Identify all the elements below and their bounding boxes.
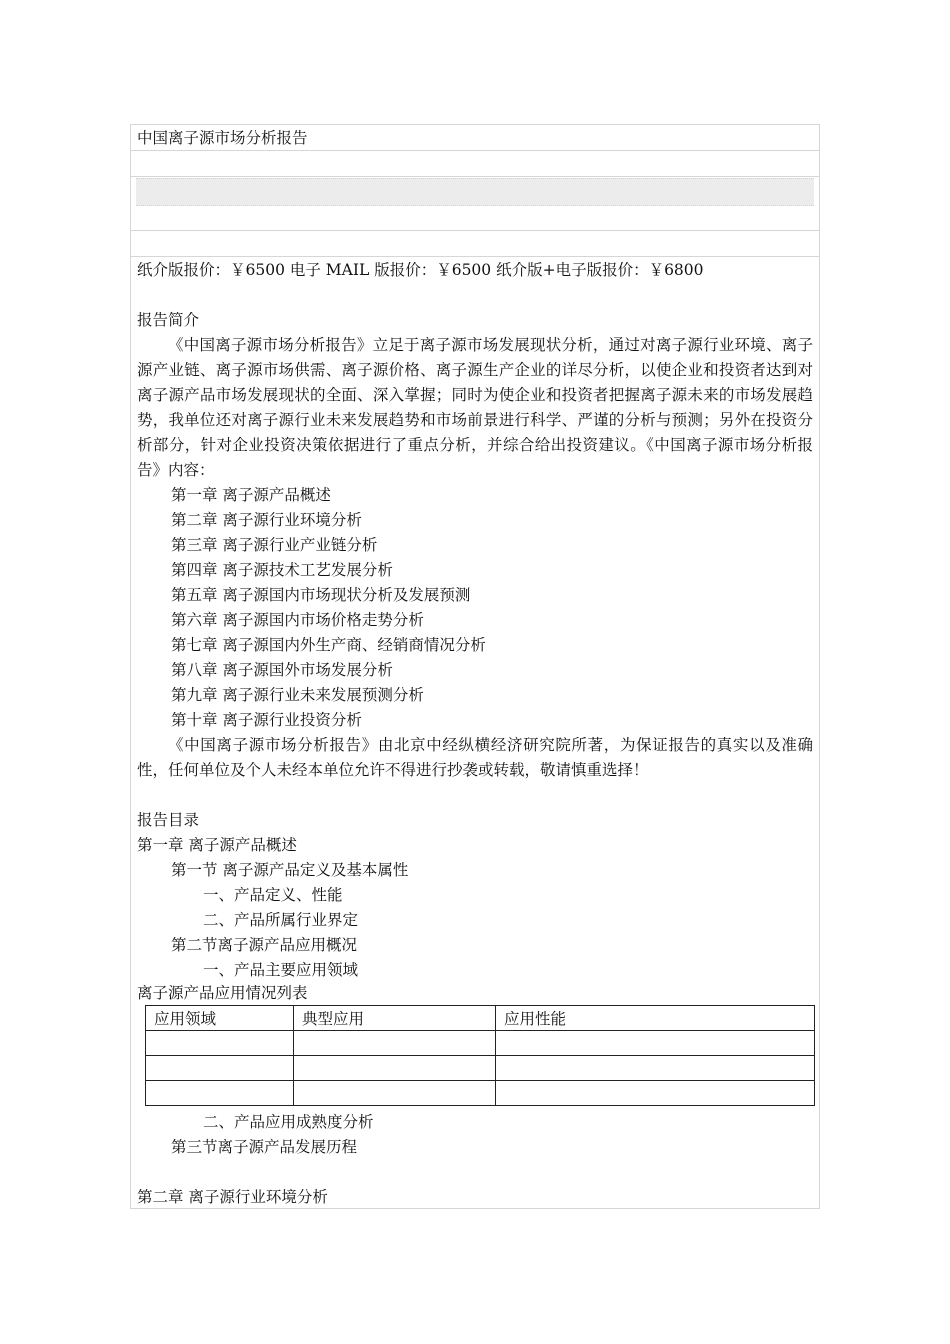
table-header-cell: 应用领域 [146,1006,294,1031]
intro-heading: 报告简介 [137,311,200,329]
chapter-item: 第一章 离子源产品概述 [171,486,331,504]
chapter-item: 第二章 离子源行业环境分析 [171,511,362,529]
intro-paragraph: 《中国离子源市场分析报告》立足于离子源市场发展现状分析，通过对离子源行业环境、离子源产业链、离子源市场供需、离子源价格、离子源生产企业的详尽分析，以使企业和投资者达到对离子源产品市场发展现状的全面、深入掌握；同时为使企业和投资者把握离子源未来的市场发展趋势，我单位还对离子源行业未来发展趋势和市场前景进行科学、严谨的分析与预测；另外在投资分析部分，针对企业投资决策依据进行了重点分析，并综合给出投资建议。《中国离子源市场分析报告》内容： [137,336,813,479]
toc-subsection: 二、产品应用成熟度分析 [203,1113,374,1131]
toc-subsection: 一、产品定义、性能 [203,886,343,904]
divider [130,230,820,231]
chapter-item: 第十章 离子源行业投资分析 [171,711,362,729]
toc-section: 第一节 离子源产品定义及基本属性 [171,861,409,879]
divider [130,176,820,177]
table-cell [146,1031,294,1056]
table-row [146,1056,815,1081]
gray-band [136,178,814,206]
toc-subsection: 一、产品主要应用领域 [203,961,359,979]
application-table [145,1005,815,1106]
toc-subsection: 二、产品所属行业界定 [203,911,359,929]
closing-paragraph: 《中国离子源市场分析报告》由北京中经纵横经济研究院所著，为保证报告的真实以及准确性，任何单位及个人未经本单位允许不得进行抄袭或转载，敬请慎重选择！ [137,736,813,779]
table-cell [496,1031,815,1056]
chapter-item: 第四章 离子源技术工艺发展分析 [171,561,393,579]
chapter-item: 第八章 离子源国外市场发展分析 [171,661,393,679]
chapter-item: 第七章 离子源国内外生产商、经销商情况分析 [171,636,486,654]
table-cell [294,1031,496,1056]
table-cell [146,1081,294,1106]
table-header-cell: 典型应用 [294,1006,496,1031]
table-cell [496,1081,815,1106]
divider [130,256,820,257]
table-row [146,1081,815,1106]
price-line: 纸介版报价：￥6500 电子 MAIL 版报价：￥6500 纸介版+电子版报价：￥6800 [137,261,704,279]
report-title: 中国离子源市场分析报告 [137,129,308,147]
chapter-item: 第五章 离子源国内市场现状分析及发展预测 [171,586,471,604]
toc-chapter: 第一章 离子源产品概述 [137,836,297,854]
toc-section: 第二节离子源产品应用概况 [171,936,358,954]
table-caption: 离子源产品应用情况列表 [137,984,308,1002]
toc-section: 第三节离子源产品发展历程 [171,1138,358,1156]
table-cell [294,1056,496,1081]
table-cell [496,1056,815,1081]
toc-chapter: 第二章 离子源行业环境分析 [137,1188,328,1206]
table-cell [294,1081,496,1106]
table-row [146,1031,815,1056]
chapter-item: 第六章 离子源国内市场价格走势分析 [171,611,424,629]
chapter-item: 第三章 离子源行业产业链分析 [171,536,378,554]
chapter-item: 第九章 离子源行业未来发展预测分析 [171,686,424,704]
table-header-cell: 应用性能 [496,1006,815,1031]
table-header-row [146,1006,815,1031]
table-cell [146,1056,294,1081]
toc-heading: 报告目录 [137,811,200,829]
